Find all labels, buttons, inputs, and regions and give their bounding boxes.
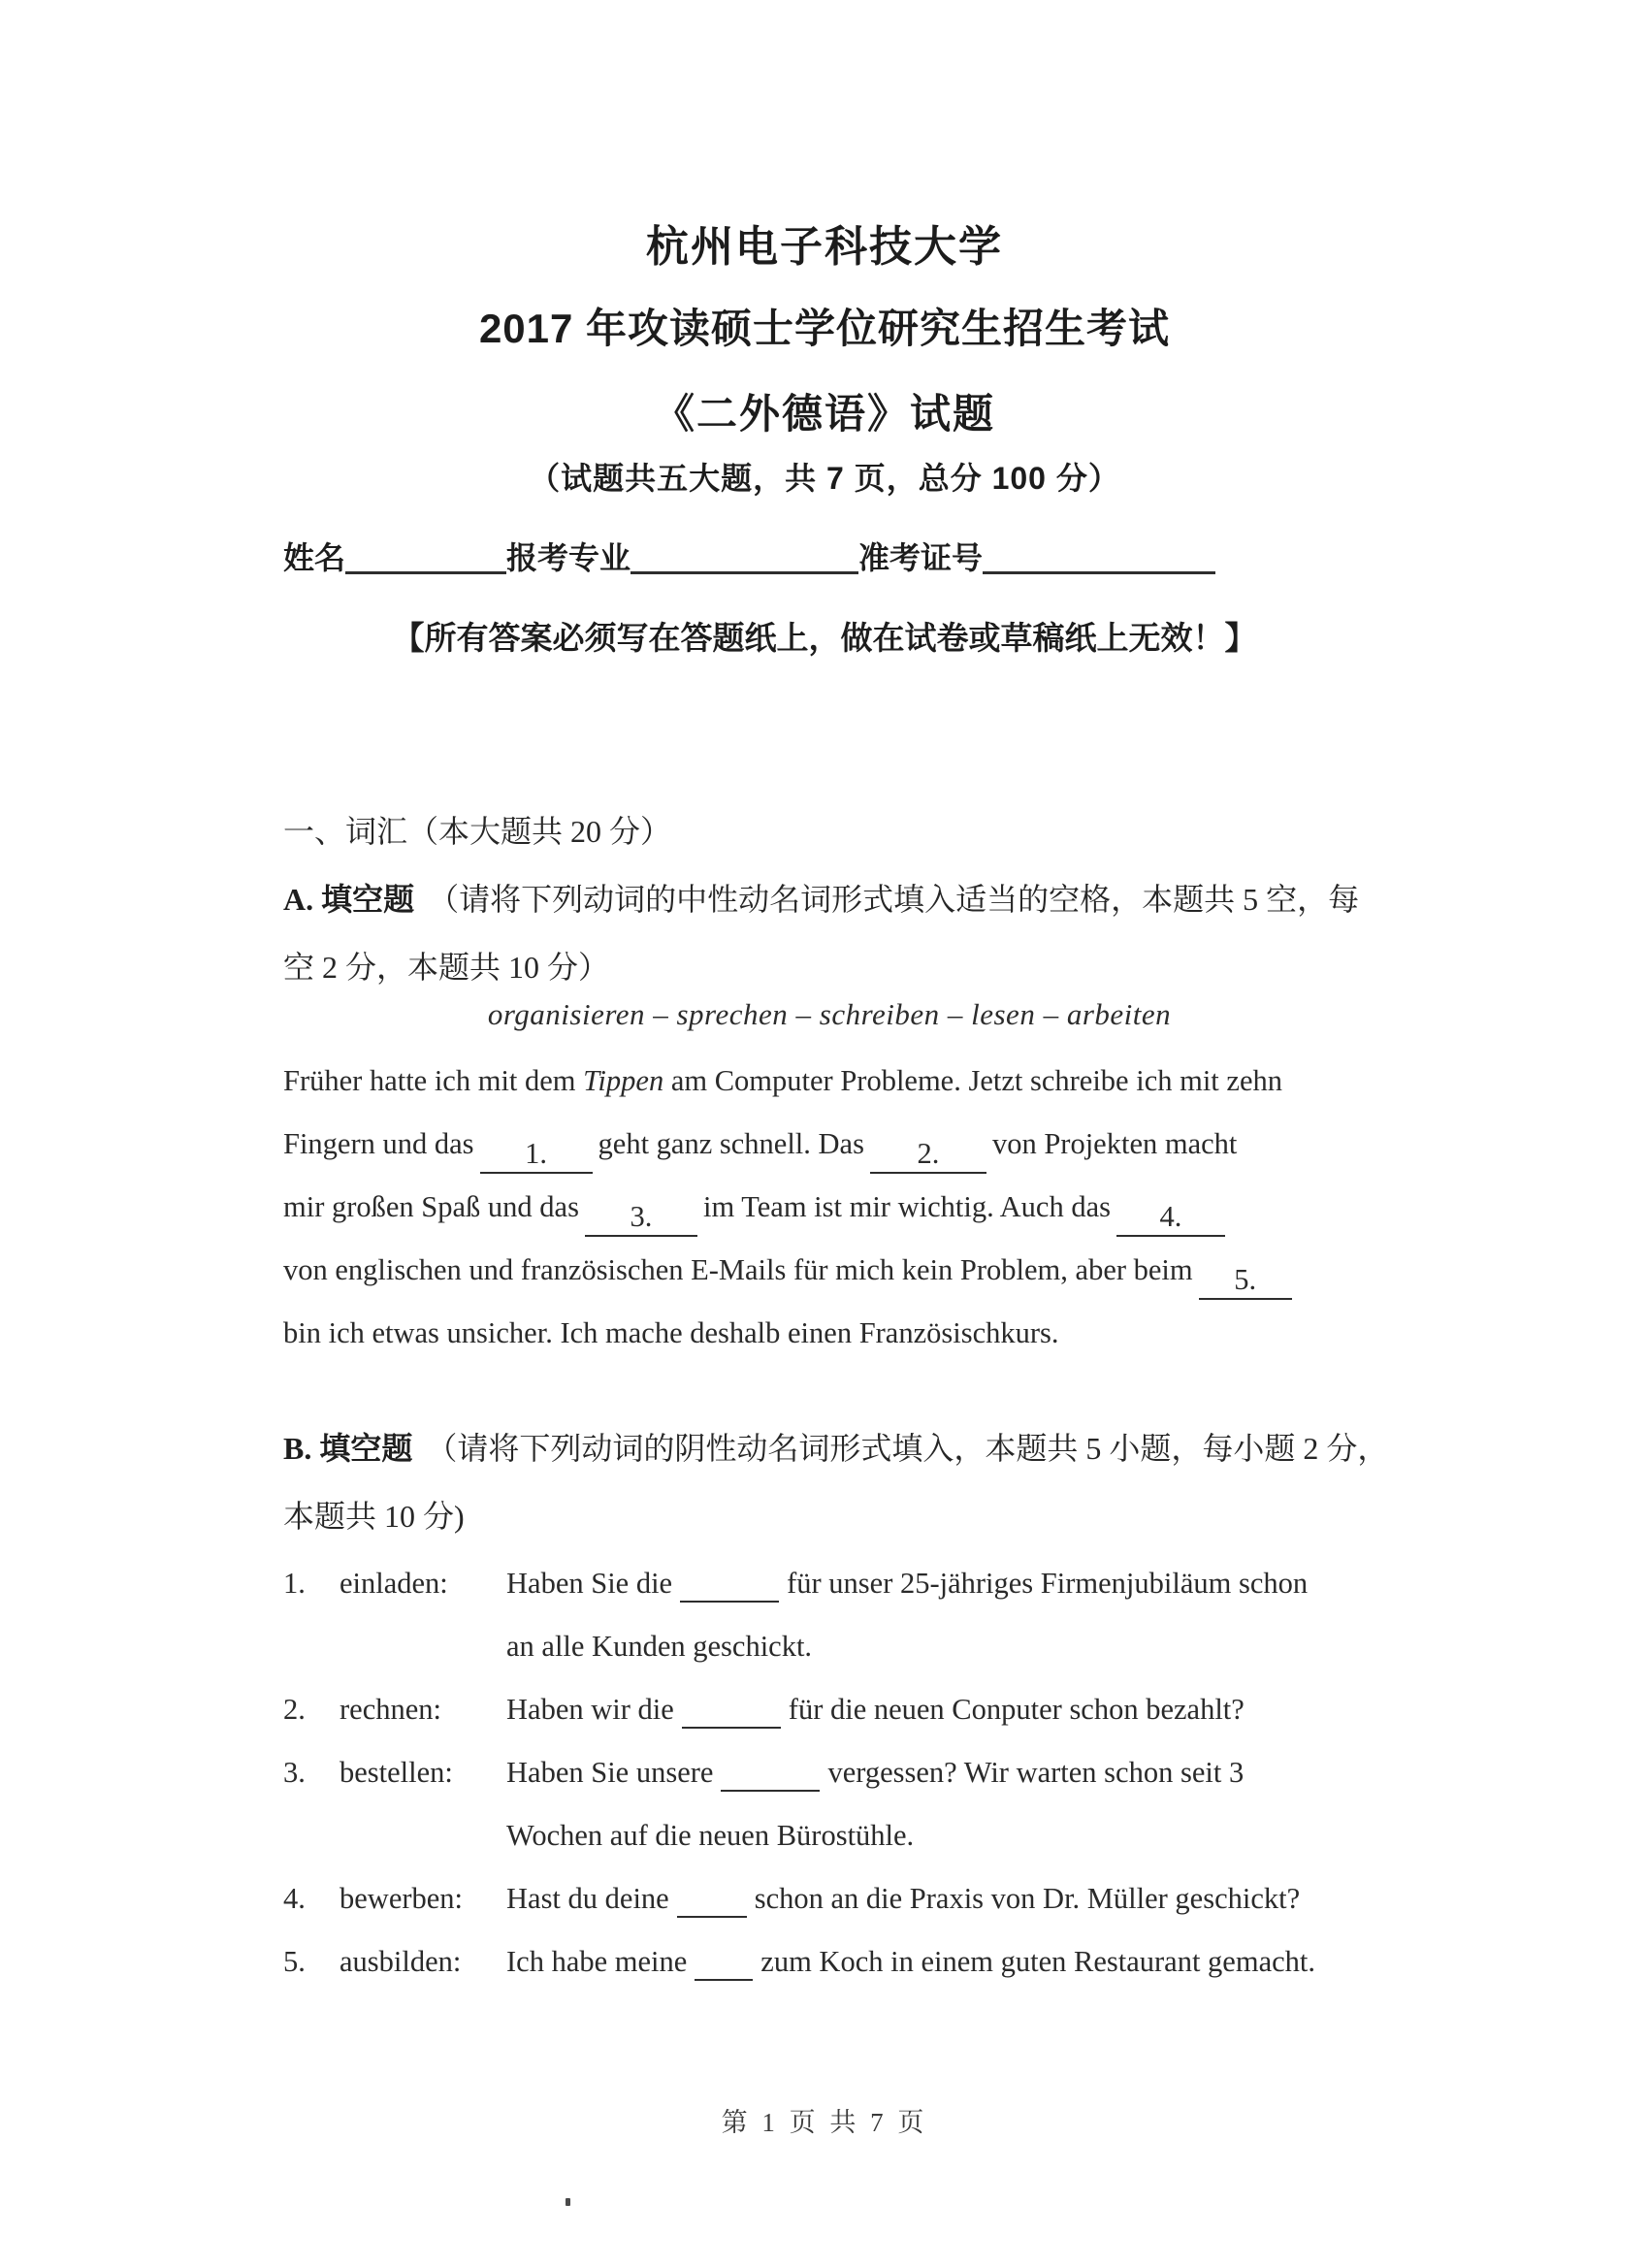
name-label: 姓名	[283, 540, 346, 575]
passage-line: mir großen Spaß und das 3. im Team ist mir wichtig. Auch das 4.	[283, 1176, 1384, 1239]
item-sentence-line: an alle Kunden geschickt.	[506, 1630, 813, 1663]
item-sentence	[506, 1930, 1384, 1993]
item-verb: einladen:	[340, 1567, 448, 1600]
item-verb: bewerben:	[340, 1882, 464, 1915]
page-number-footer: 第 1 页 共 7 页	[721, 2108, 928, 2137]
fill-in-blank[interactable]	[721, 1749, 820, 1792]
item-sentence-line: Haben Sie unsere vergessen? Wir warten schon seit 3	[506, 1741, 1384, 1804]
part-b-instructions-line2: 本题共 10 分)	[283, 1499, 465, 1534]
item-sentence	[506, 1552, 1384, 1678]
item-sentence	[506, 1678, 1384, 1741]
fill-in-blank[interactable]	[680, 1560, 779, 1603]
major-label: 报考专业	[506, 540, 631, 575]
candidate-fields	[283, 534, 1215, 578]
admission-no-write-line[interactable]	[983, 538, 1215, 574]
fill-in-blank[interactable]: 3.	[585, 1194, 697, 1237]
paper-title: 《二外德语》试题	[653, 391, 995, 437]
item-sentence-line: Wochen auf die neuen Bürostühle.	[506, 1819, 915, 1852]
answer-notice: 【所有答案必须写在答题纸上，做在试卷或草稿纸上无效！】	[392, 620, 1257, 656]
passage-line: Früher hatte ich mit dem Tippen am Computer Probleme. Jetzt schreibe ich mit zehn	[283, 1064, 1282, 1097]
fill-in-blank[interactable]: 2.	[870, 1131, 986, 1174]
scan-artifact-dot	[566, 2198, 570, 2206]
name-write-line[interactable]	[345, 538, 506, 574]
university-title: 杭州电子科技大学	[646, 223, 1003, 271]
part-b-item	[283, 1867, 1384, 1930]
part-b-item	[283, 1552, 1384, 1678]
item-number: 1.	[283, 1567, 306, 1600]
passage-line: Fingern und das 1. geht ganz schnell. Das 2. von Projekten macht	[283, 1113, 1384, 1176]
part-a-title-line	[283, 875, 1359, 920]
fill-in-blank[interactable]: 4.	[1116, 1194, 1225, 1237]
item-verb: bestellen:	[340, 1756, 453, 1789]
item-number: 2.	[283, 1693, 306, 1726]
admission-no-label: 准考证号	[858, 540, 984, 575]
item-sentence-line: Haben wir die für die neuen Conputer schon bezahlt?	[506, 1678, 1384, 1741]
part-b-title-line	[283, 1424, 1388, 1469]
item-number: 4.	[283, 1882, 306, 1915]
part-a-label: A. 填空题	[283, 882, 415, 917]
part-b-item	[283, 1930, 1384, 1993]
passage-line: bin ich etwas unsicher. Ich mache deshalb einen Französischkurs.	[283, 1316, 1059, 1349]
major-write-line[interactable]	[630, 538, 858, 574]
item-sentence	[506, 1741, 1384, 1867]
fill-in-blank[interactable]: 1.	[480, 1131, 593, 1174]
fill-in-blank[interactable]: 5.	[1199, 1257, 1292, 1300]
passage-line: von englischen und französischen E-Mails für mich kein Problem, aber beim 5.	[283, 1239, 1384, 1302]
part-a-passage	[283, 1050, 1384, 1365]
fill-in-blank[interactable]	[677, 1875, 747, 1918]
part-a-instructions-line1: （请将下列动词的中性动名词形式填入适当的空格，本题共 5 空，每	[428, 882, 1360, 917]
italicized-word: Tippen	[583, 1064, 664, 1097]
part-b-item	[283, 1678, 1384, 1741]
item-sentence	[506, 1867, 1384, 1930]
paper-meta: （试题共五大题，共 7 页，总分 100 分）	[529, 461, 1120, 496]
fill-in-blank[interactable]	[682, 1686, 781, 1729]
part-b-instructions-line1: （请将下列动词的阴性动名词形式填入，本题共 5 小题，每小题 2 分，	[426, 1431, 1389, 1466]
part-b-item	[283, 1741, 1384, 1867]
exam-session-title: 2017 年攻读硕士学位研究生招生考试	[478, 306, 1171, 351]
item-number: 3.	[283, 1756, 306, 1789]
item-verb: ausbilden:	[340, 1945, 462, 1978]
item-number: 5.	[283, 1945, 306, 1978]
item-sentence-line: Ich habe meine zum Koch in einem guten Restaurant gemacht.	[506, 1930, 1384, 1993]
part-b-item-list	[283, 1552, 1384, 1993]
item-verb: rechnen:	[340, 1693, 441, 1726]
word-bank: organisieren – sprechen – schreiben – lesen – arbeiten	[487, 997, 1172, 1031]
item-sentence-line: Hast du deine schon an die Praxis von Dr. Müller geschickt?	[506, 1867, 1384, 1930]
item-sentence-line: Haben Sie die für unser 25-jähriges Firmenjubiläum schon	[506, 1552, 1384, 1615]
part-a-instructions-line2: 空 2 分，本题共 10 分）	[283, 950, 610, 985]
part-b-label: B. 填空题	[283, 1431, 413, 1466]
section-one-heading: 一、词汇（本大题共 20 分）	[283, 814, 672, 849]
fill-in-blank[interactable]	[695, 1938, 753, 1981]
